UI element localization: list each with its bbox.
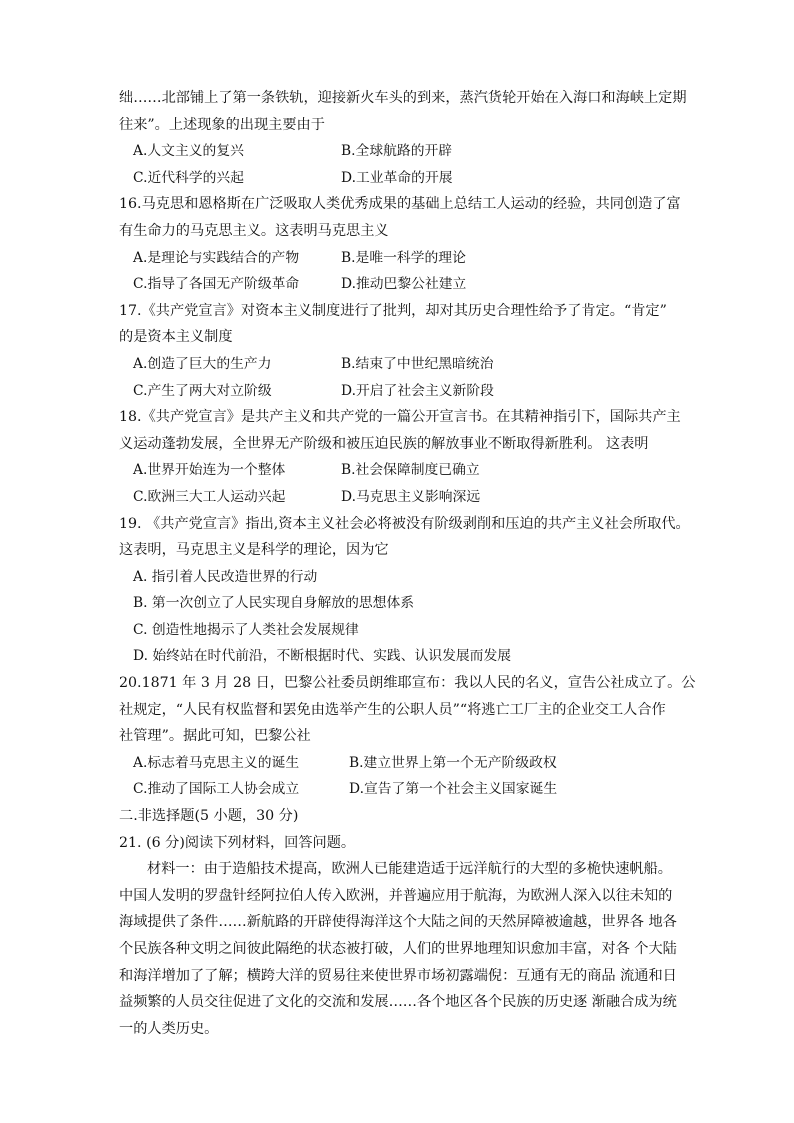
q15-option-a: A.人文主义的复兴 — [133, 143, 244, 160]
q15-option-c: C.近代科学的兴起 — [133, 169, 245, 186]
q15-stem-line-2: 往来”。上述现象的出现主要由于 — [119, 116, 325, 133]
q17-option-d: D.开启了社会主义新阶段 — [341, 382, 494, 399]
q20-option-b: B.建立世界上第一个无产阶级政权 — [349, 754, 557, 771]
q18-option-b: B.社会保障制度已确立 — [341, 462, 480, 479]
q16-option-a: A.是理论与实践结合的产物 — [133, 249, 300, 266]
q18-option-d: D.马克思主义影响深远 — [341, 488, 481, 505]
q17-options-row-1 — [119, 351, 679, 378]
q16-option-b: B.是唯一科学的理论 — [341, 249, 466, 266]
q16-option-d: D.推动巴黎公社建立 — [341, 276, 467, 293]
q20-option-c: C.推动了国际工人协会成立 — [133, 781, 300, 798]
q20-options-row-1 — [119, 750, 679, 777]
q19-option-b: B. 第一次创立了人民实现自身解放的思想体系 — [133, 595, 415, 612]
q16-stem-line-2: 有生命力的马克思主义。这表明马克思主义 — [119, 222, 389, 239]
q17-options-row-2 — [119, 378, 679, 405]
q17-option-a: A.创造了巨大的生产力 — [133, 355, 272, 372]
q16-stem-line-1: 16.马克思和恩格斯在广泛吸取人类优秀成果的基础上总结工人运动的经验，共同创造了富 — [119, 196, 681, 213]
q19-option-a: A. 指引着人民改造世界的行动 — [133, 568, 318, 585]
section-heading-non-choice: 二.非选择题(5 小题，30 分) — [119, 808, 299, 825]
q19-option-d: D. 始终站在时代前沿，不断根据时代、实践、认识发展而发展 — [133, 648, 512, 665]
q18-stem-line-1: 18.《共产党宣言》是共产主义和共产党的一篇公开宣言书。在其精神指引下，国际共产主 — [119, 409, 681, 426]
q15-option-d: D.工业革命的开展 — [341, 169, 453, 186]
q17-stem-line-2: 的是资本主义制度 — [119, 329, 233, 346]
q17-option-b: B.结束了中世纪黑暗统治 — [341, 355, 494, 372]
q15-stem-line-1: 绌……北部铺上了第一条铁轨，迎接新火车头的到来，蒸汽货轮开始在入海口和海峡上定期 — [119, 90, 687, 106]
q20-options-row-2 — [119, 776, 679, 803]
q20-option-a: A.标志着马克思主义的诞生 — [133, 754, 300, 771]
q20-option-d: D.宣告了第一个社会主义国家诞生 — [349, 781, 558, 798]
q19-option-c: C. 创造性地揭示了人类社会发展规律 — [133, 621, 359, 638]
q18-option-c: C.欧洲三大工人运动兴起 — [133, 488, 286, 505]
q20-stem-line-3: 社管理”。据此可知，巴黎公社 — [119, 728, 311, 745]
q18-stem-line-2: 义运动蓬勃发展，全世界无产阶级和被压迫民族的解放事业不断取得新胜利。 这表明 — [119, 435, 649, 452]
q15-option-b: B.全球航路的开辟 — [341, 143, 453, 160]
q15-options-row-2 — [119, 165, 679, 192]
q21-stem: 21. (6 分)阅读下列材料，回答问题。 — [119, 834, 356, 851]
q18-option-a: A.世界开始连为一个整体 — [133, 462, 286, 479]
q19-stem-line-1: 19. 《共产党宣言》指出,资本主义社会必将被没有阶级剥削和压迫的共产主义社会所取代。 — [119, 515, 690, 532]
q16-options-row-1 — [119, 245, 679, 272]
q16-options-row-2 — [119, 271, 679, 298]
q18-options-row-1 — [119, 457, 679, 484]
exam-page — [119, 85, 696, 1042]
q17-option-c: C.产生了两大对立阶级 — [133, 382, 272, 399]
q18-options-row-2 — [119, 484, 679, 511]
q19-stem-line-2: 这表明，马克思主义是科学的理论，因为它 — [119, 542, 389, 559]
q15-options-row-1 — [119, 138, 679, 165]
q21-material-one: 材料一：由于造船技术提高，欧洲人已能建造适于远洋航行的大型的多桅快速帆船。中国人发明的罗盘针经阿拉伯人传入欧洲，并普遍应用于航海，为欧洲人深入以往未知的海域提供了条件……新航路的开辟使得海洋这个大陆之间的天然屏障被逾越，世界各 地各个民族各种文明之间彼此隔绝的状态被打破，人们的世界地理知识愈加丰富，对各 个大陆和海洋增加了了解；横跨大洋的贸易往来使世界市场初露端倪：互通有无的商品 流通和日益频繁的人员交往促进了文化的交流和发展……各个地区各个民族的历史逐 渐融合成为统一的人类历史。 — [119, 861, 677, 1037]
q20-stem-line-2: 社规定，“人民有权监督和罢免由选举产生的公职人员”“将逃亡工厂主的企业交工人合作 — [119, 701, 666, 718]
q16-option-c: C.指导了各国无产阶级革命 — [133, 276, 300, 293]
q20-stem-line-1: 20.1871 年 3 月 28 日，巴黎公社委员朗维耶宣布：我以人民的名义，宣告公社成立了。公 — [119, 675, 696, 692]
q17-stem-line-1: 17.《共产党宣言》对资本主义制度进行了批判，却对其历史合理性给予了肯定。“肯定” — [119, 302, 667, 319]
